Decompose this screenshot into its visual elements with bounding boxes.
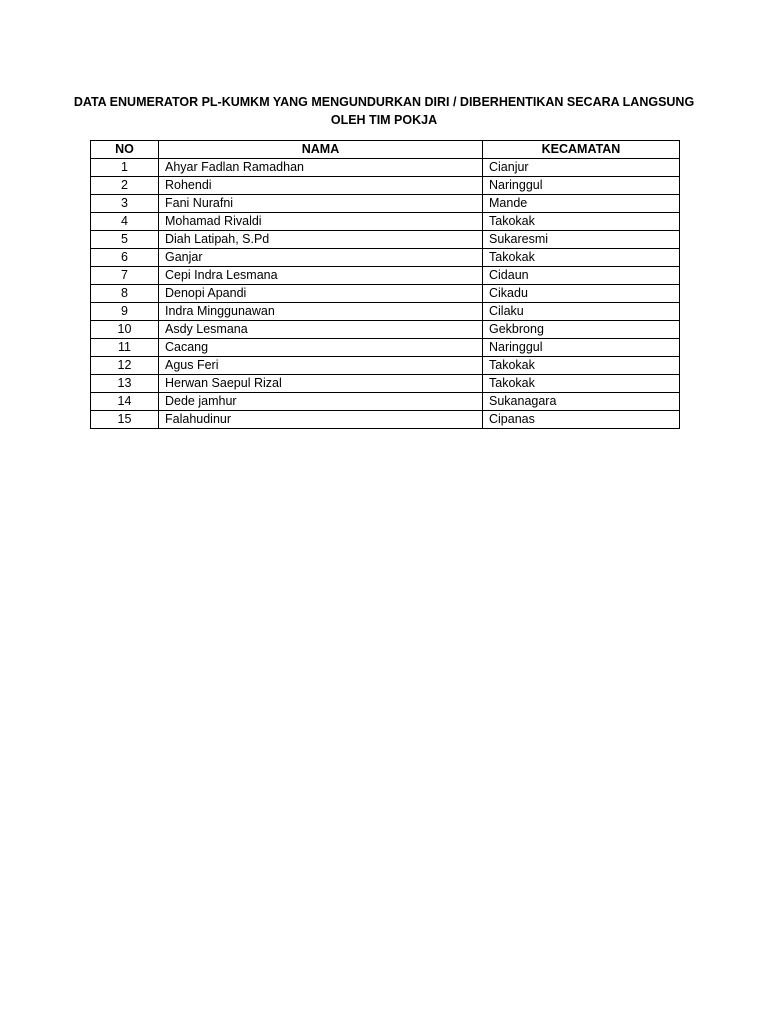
table-row — [91, 177, 680, 195]
table-row — [91, 285, 680, 303]
cell-kecamatan: Takokak — [483, 357, 680, 375]
cell-no: 9 — [91, 303, 159, 321]
cell-nama: Herwan Saepul Rizal — [159, 375, 483, 393]
table-header-row — [91, 141, 680, 159]
table-row — [91, 303, 680, 321]
cell-nama: Indra Minggunawan — [159, 303, 483, 321]
cell-nama: Mohamad Rivaldi — [159, 213, 483, 231]
column-header-kecamatan: KECAMATAN — [483, 141, 680, 159]
table-row — [91, 321, 680, 339]
cell-no: 2 — [91, 177, 159, 195]
table-row — [91, 195, 680, 213]
table-row — [91, 411, 680, 429]
cell-kecamatan: Cikadu — [483, 285, 680, 303]
cell-kecamatan: Sukaresmi — [483, 231, 680, 249]
cell-no: 8 — [91, 285, 159, 303]
cell-nama: Agus Feri — [159, 357, 483, 375]
cell-kecamatan: Naringgul — [483, 339, 680, 357]
cell-kecamatan: Takokak — [483, 213, 680, 231]
cell-nama: Diah Latipah, S.Pd — [159, 231, 483, 249]
cell-nama: Denopi Apandi — [159, 285, 483, 303]
table-row — [91, 267, 680, 285]
cell-nama: Falahudinur — [159, 411, 483, 429]
table-body — [91, 159, 680, 429]
cell-no: 4 — [91, 213, 159, 231]
cell-kecamatan: Sukanagara — [483, 393, 680, 411]
cell-no: 13 — [91, 375, 159, 393]
document-title-line-1: DATA ENUMERATOR PL-KUMKM YANG MENGUNDURKAN DIRI / DIBERHENTIKAN SECARA LANGSUNG — [73, 95, 695, 109]
cell-no: 6 — [91, 249, 159, 267]
cell-kecamatan: Mande — [483, 195, 680, 213]
cell-no: 10 — [91, 321, 159, 339]
cell-nama: Fani Nurafni — [159, 195, 483, 213]
cell-nama: Ahyar Fadlan Ramadhan — [159, 159, 483, 177]
table-row — [91, 231, 680, 249]
table-row — [91, 159, 680, 177]
cell-kecamatan: Gekbrong — [483, 321, 680, 339]
cell-no: 14 — [91, 393, 159, 411]
cell-nama: Rohendi — [159, 177, 483, 195]
table-row — [91, 213, 680, 231]
table-row — [91, 339, 680, 357]
cell-kecamatan: Cilaku — [483, 303, 680, 321]
table-row — [91, 393, 680, 411]
cell-no: 5 — [91, 231, 159, 249]
cell-kecamatan: Takokak — [483, 249, 680, 267]
cell-kecamatan: Cianjur — [483, 159, 680, 177]
table-row — [91, 375, 680, 393]
table-row — [91, 249, 680, 267]
enumerator-table — [90, 140, 680, 429]
cell-nama: Dede jamhur — [159, 393, 483, 411]
cell-nama: Ganjar — [159, 249, 483, 267]
cell-nama: Cepi Indra Lesmana — [159, 267, 483, 285]
cell-no: 12 — [91, 357, 159, 375]
table-row — [91, 357, 680, 375]
cell-no: 15 — [91, 411, 159, 429]
cell-no: 3 — [91, 195, 159, 213]
cell-kecamatan: Cidaun — [483, 267, 680, 285]
cell-nama: Cacang — [159, 339, 483, 357]
column-header-no: NO — [91, 141, 159, 159]
cell-no: 11 — [91, 339, 159, 357]
cell-no: 1 — [91, 159, 159, 177]
cell-kecamatan: Cipanas — [483, 411, 680, 429]
document-title-line-2: OLEH TIM POKJA — [330, 113, 438, 127]
cell-kecamatan: Naringgul — [483, 177, 680, 195]
cell-no: 7 — [91, 267, 159, 285]
cell-kecamatan: Takokak — [483, 375, 680, 393]
cell-nama: Asdy Lesmana — [159, 321, 483, 339]
column-header-nama: NAMA — [159, 141, 483, 159]
